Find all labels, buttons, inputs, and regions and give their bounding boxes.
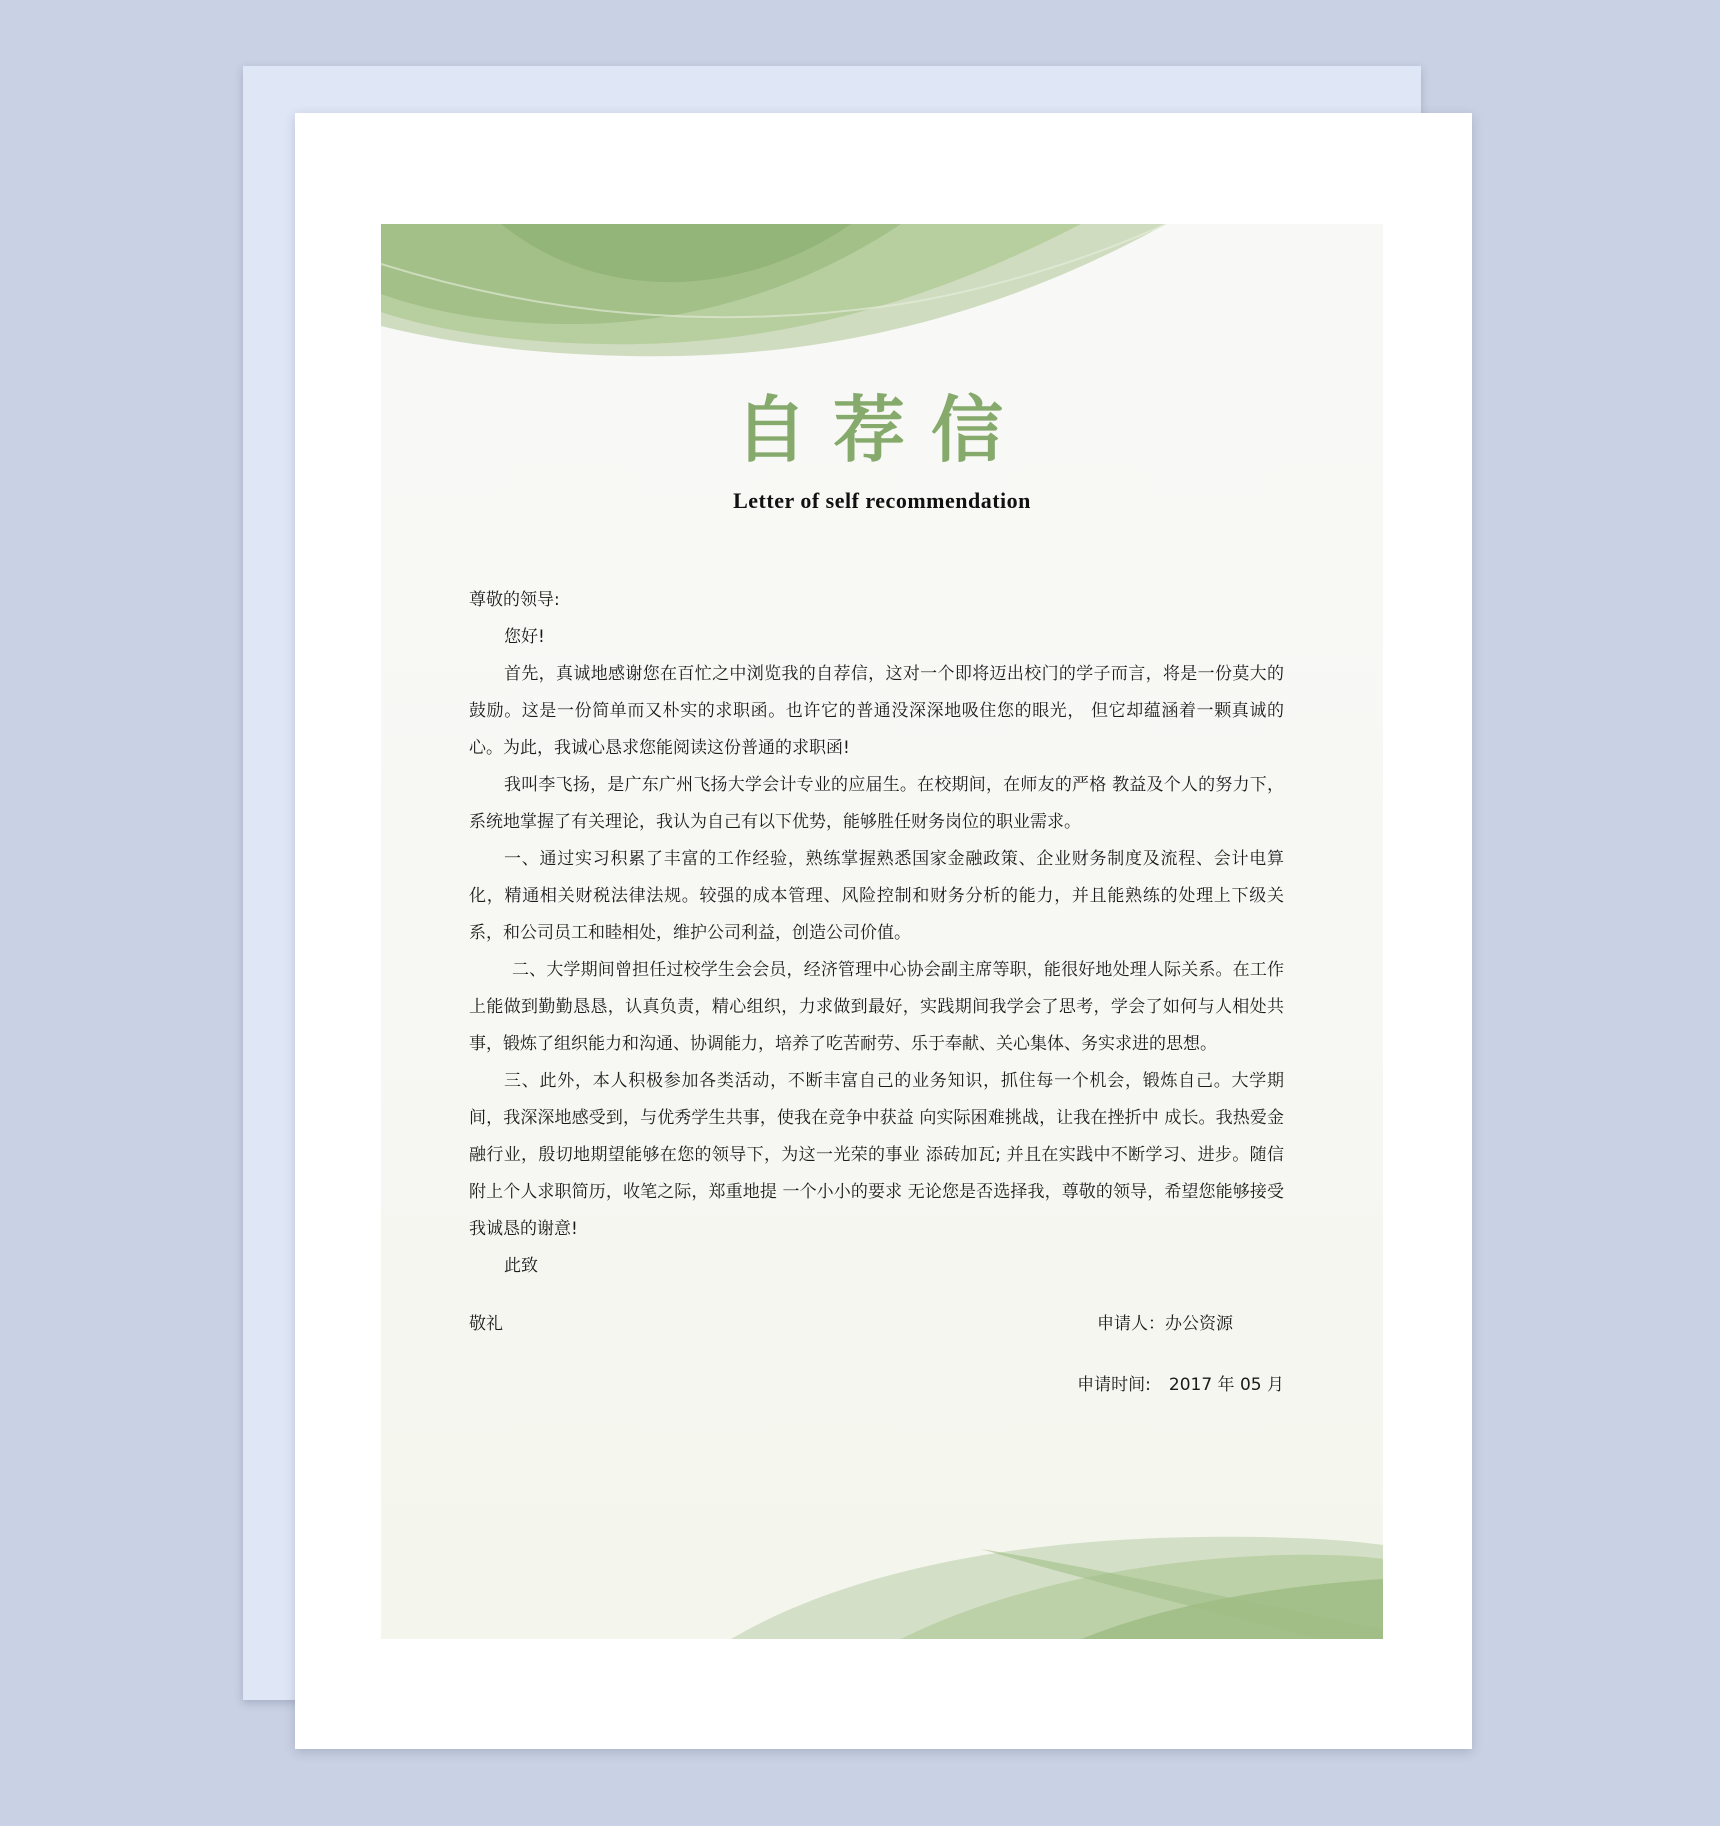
applicant-signature: 申请人：办公资源 xyxy=(1097,1314,1233,1334)
paragraph: 二、大学期间曾担任过校学生会会员，经济管理中心协会副主席等职，能很好地处理人际关系。在工作上能做到勤勤恳恳，认真负责，精心组织，力求做到最好，实践期间我学会了思考，学会了如何与人相处共事，锻炼了组织能力和沟通、协调能力，培养了吃苦耐劳、乐于奉献、关心集体、务实求进的思想。 xyxy=(469,960,1284,1054)
closing: 此致 xyxy=(504,1256,538,1276)
date-label: 申请时间: xyxy=(1077,1375,1151,1395)
paragraph: 我叫李飞扬，是广东广州飞扬大学会计专业的应届生。在校期间，在师友的严格 教益及个人的努力下，系统地掌握了有关理论，我认为自己有以下优势，能够胜任财务岗位的职业需求。 xyxy=(469,775,1284,832)
title-chinese: 自荐信 xyxy=(734,387,1029,472)
paragraph: 首先，真诚地感谢您在百忙之中浏览我的自荐信，这对一个即将迈出校门的学子而言，将是一份莫大的鼓励。这是一份简单而又朴实的求职函。也许它的普通没深深地吸住您的眼光， 但它却蕴涵着一颗真诚的心。为此，我诚心恳求您能阅读这份普通的求职函! xyxy=(469,664,1284,758)
date-value: 2017 年 05 月 xyxy=(1168,1375,1284,1395)
salutation: 尊敬的领导: xyxy=(469,590,560,610)
title-english: Letter of self recommendation xyxy=(733,488,1031,513)
letter-body xyxy=(469,582,1284,1285)
application-date xyxy=(1077,1367,1284,1404)
paragraph: 一、通过实习积累了丰富的工作经验，熟练掌握熟悉国家金融政策、企业财务制度及流程、会计电算化，精通相关财税法律法规。较强的成本管理、风险控制和财务分析的能力，并且能熟练的处理上下级关系，和公司员工和睦相处，维护公司利益，创造公司价值。 xyxy=(469,849,1284,943)
bottom-wave-decoration xyxy=(381,1519,1383,1639)
letter-page xyxy=(381,224,1383,1639)
greeting: 您好! xyxy=(504,627,545,647)
top-wave-decoration xyxy=(381,224,1383,359)
regards: 敬礼 xyxy=(469,1314,503,1334)
paragraph: 三、此外，本人积极参加各类活动，不断丰富自己的业务知识，抓住每一个机会，锻炼自己。大学期间，我深深地感受到，与优秀学生共事，使我在竞争中获益 向实际困难挑战，让我在挫折中 成长。我热爱金融行业，殷切地期望能够在您的领导下，为这一光荣的事业 添砖加瓦; 并且在实践中不断学习、进步。随信附上个人求职简历，收笔之际，郑重地提 一个小小的要求 无论您是否选择我，尊敬的领导，希望您能够接受我诚恳的谢意! xyxy=(469,1071,1284,1239)
